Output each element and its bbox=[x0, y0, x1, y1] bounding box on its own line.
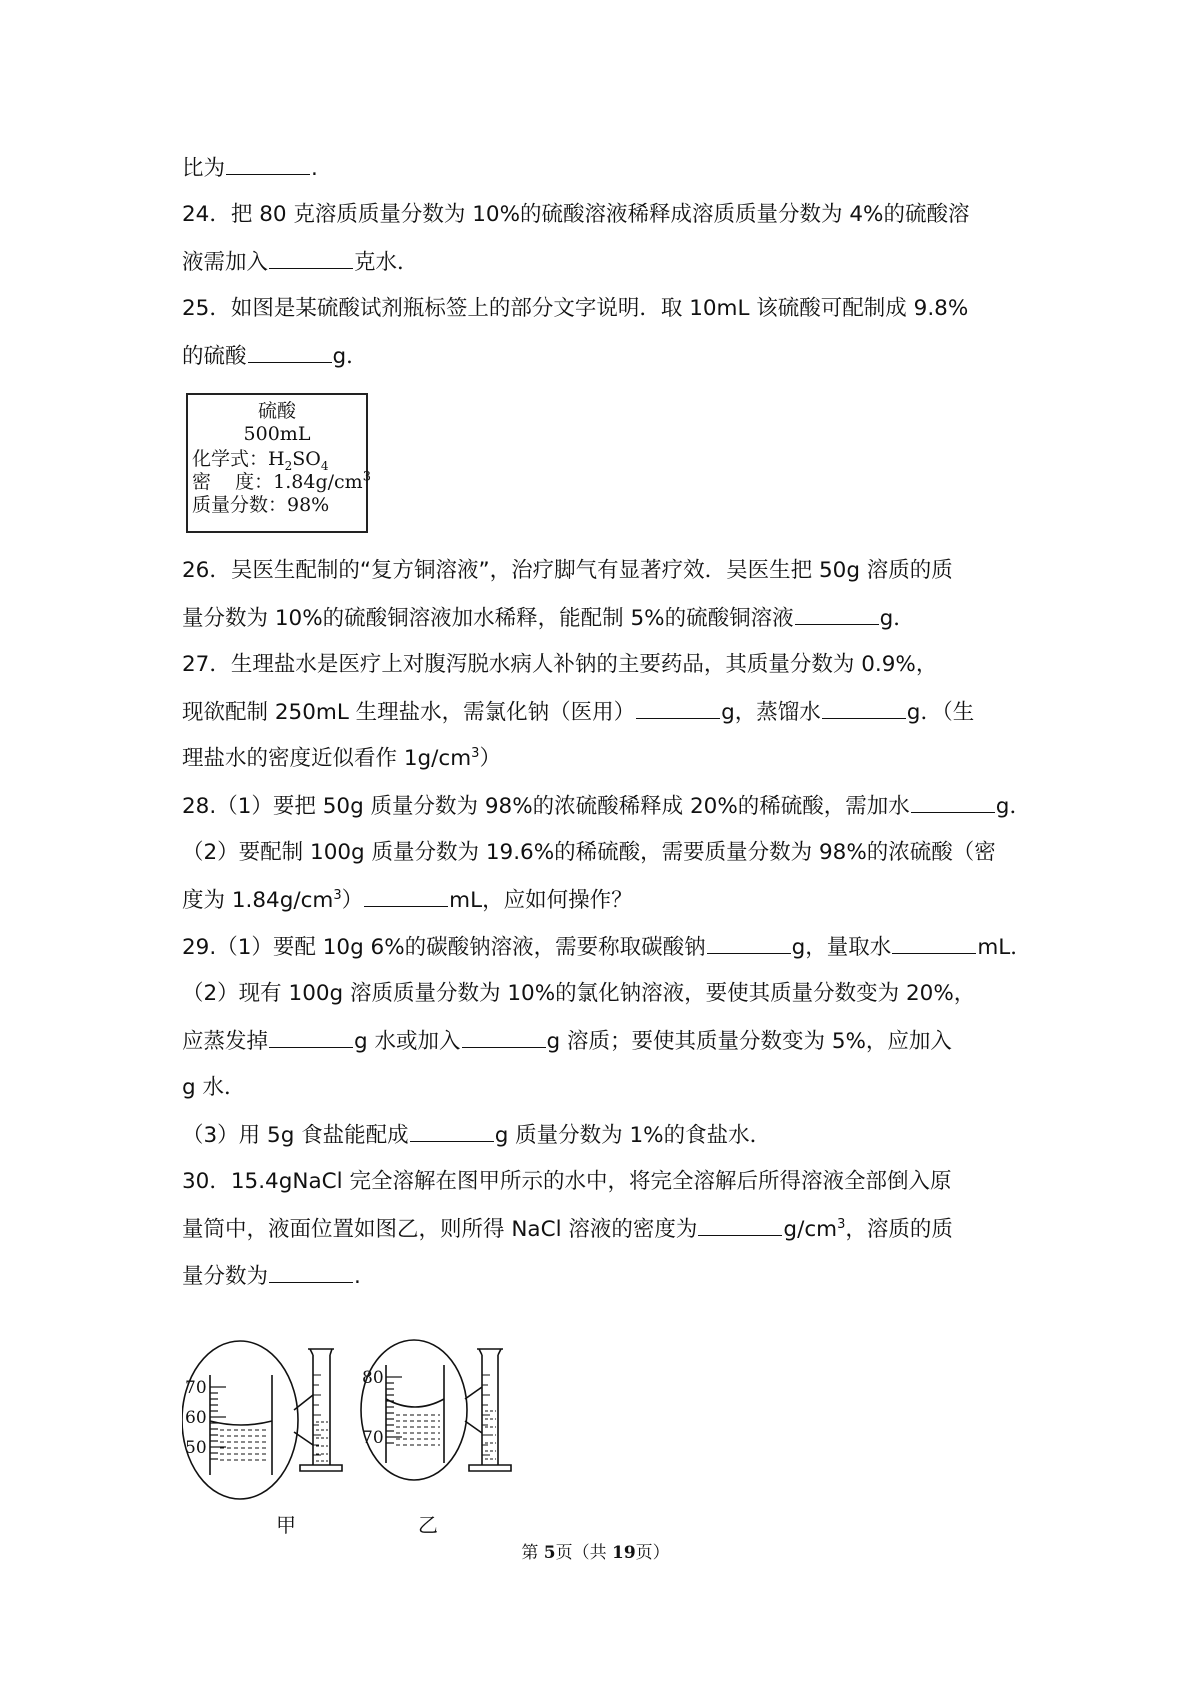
question-24-cont bbox=[182, 238, 1022, 285]
text: g． bbox=[995, 794, 1031, 819]
text: 30．15.4gNaCl 完全溶解在图甲所示的水中，将完全溶解后所得溶液全部倒入原 bbox=[182, 1169, 952, 1194]
text: 26．吴医生配制的“复方铜溶液”，治疗脚气有显著疗效．吴医生把 50g 溶质的质 bbox=[182, 558, 953, 583]
tick-label-yi-1: 70 bbox=[362, 1428, 384, 1448]
meniscus-jia bbox=[210, 1421, 272, 1425]
text: g 质量分数为 1%的食盐水． bbox=[494, 1123, 772, 1148]
text: 28.（1）要把 50g 质量分数为 98%的浓硫酸稀释成 20%的稀硫酸，需加水 bbox=[182, 794, 910, 819]
liquid-jia bbox=[220, 1430, 268, 1460]
figure-jia bbox=[182, 1341, 342, 1537]
tick-label-jia-1: 60 bbox=[185, 1408, 207, 1428]
text: . bbox=[311, 156, 318, 181]
question-30-cont2 bbox=[182, 1252, 1022, 1299]
text: . bbox=[354, 1264, 361, 1289]
answer-blank[interactable] bbox=[226, 144, 310, 175]
answer-blank[interactable] bbox=[248, 332, 332, 363]
answer-blank[interactable] bbox=[892, 923, 976, 954]
label-volume: 500mL bbox=[243, 423, 311, 445]
reagent-label bbox=[186, 393, 371, 533]
question-25 bbox=[182, 285, 1022, 332]
document-body bbox=[182, 144, 1032, 1540]
tube-walls-yi bbox=[386, 1365, 444, 1463]
figure-yi bbox=[361, 1340, 511, 1537]
page-total: 19 bbox=[611, 1543, 636, 1563]
question-28-2 bbox=[182, 829, 1022, 876]
question-30-cont bbox=[182, 1205, 1022, 1252]
text: g． bbox=[879, 606, 915, 631]
caption-jia: 甲 bbox=[276, 1513, 296, 1537]
cylinder-base-jia bbox=[300, 1465, 342, 1471]
cylinder-liquid-yi bbox=[485, 1411, 496, 1459]
question-25-cont bbox=[182, 332, 1022, 379]
text: （3）用 5g 食盐能配成 bbox=[182, 1123, 409, 1148]
text: 量筒中，液面位置如图乙，则所得 NaCl 溶液的密度为 bbox=[182, 1217, 698, 1242]
pointer-line bbox=[465, 1387, 482, 1399]
text: ） bbox=[341, 888, 364, 913]
cylinder-yi bbox=[477, 1349, 503, 1465]
text: mL，应如何操作？ bbox=[449, 888, 633, 913]
answer-blank[interactable] bbox=[462, 1017, 546, 1048]
text: 的硫酸 bbox=[182, 344, 247, 369]
line-ratio bbox=[182, 144, 1022, 191]
magnifier-circle-yi bbox=[361, 1340, 467, 1480]
label-title: 硫酸 bbox=[257, 400, 296, 422]
subscript: 2 bbox=[284, 458, 293, 473]
text: 比为 bbox=[182, 156, 226, 181]
answer-blank[interactable] bbox=[911, 782, 995, 813]
question-29-2 bbox=[182, 970, 1022, 1017]
answer-blank[interactable] bbox=[410, 1111, 494, 1142]
text: g，量取水 bbox=[791, 935, 892, 960]
text: 液需加入 bbox=[182, 250, 269, 275]
answer-blank[interactable] bbox=[636, 688, 720, 719]
text: g 水或加入 bbox=[354, 1029, 461, 1054]
question-29-3 bbox=[182, 1111, 1022, 1158]
tick-label-jia-2: 50 bbox=[185, 1438, 207, 1458]
answer-blank[interactable] bbox=[698, 1205, 782, 1236]
cylinder-ticks-jia bbox=[313, 1375, 321, 1455]
label-fraction: 质量分数：98% bbox=[192, 494, 330, 516]
text: 25．如图是某硫酸试剂瓶标签上的部分文字说明．取 10mL 该硫酸可配制成 9.8% bbox=[182, 296, 969, 321]
liquid-yi bbox=[396, 1415, 440, 1445]
answer-blank[interactable] bbox=[269, 238, 353, 269]
superscript: 3 bbox=[362, 469, 371, 485]
superscript: 3 bbox=[471, 745, 480, 761]
text: 量分数为 bbox=[182, 1264, 269, 1289]
tick-label-yi-0: 80 bbox=[362, 1368, 384, 1388]
question-29-2-cont2 bbox=[182, 1064, 1022, 1111]
answer-blank[interactable] bbox=[269, 1017, 353, 1048]
text: 27．生理盐水是医疗上对腹泻脱水病人补钠的主要药品，其质量分数为 0.9%， bbox=[182, 652, 938, 677]
caption-yi: 乙 bbox=[418, 1513, 438, 1537]
question-26 bbox=[182, 547, 1022, 594]
text: 理盐水的密度近似看作 1g/cm bbox=[182, 746, 472, 771]
question-29-2-cont bbox=[182, 1017, 1022, 1064]
label-density bbox=[192, 471, 371, 494]
text: 页） bbox=[635, 1543, 670, 1563]
text: g/cm bbox=[783, 1217, 838, 1242]
superscript: 3 bbox=[333, 887, 342, 903]
text: 页（共 bbox=[555, 1543, 612, 1563]
question-28-2-cont bbox=[182, 876, 1022, 923]
text: 密 度：1.84g/cm bbox=[192, 471, 363, 493]
text: 29.（1）要配 10g 6%的碳酸钠溶液，需要称取碳酸钠 bbox=[182, 935, 706, 960]
text: mL． bbox=[977, 935, 1032, 960]
text: 量分数为 10%的硫酸铜溶液加水稀释，能配制 5%的硫酸铜溶液 bbox=[182, 606, 794, 631]
question-30 bbox=[182, 1158, 1022, 1205]
cylinder-figure-svg bbox=[182, 1335, 542, 1540]
text: g 溶质；要使其质量分数变为 5%，应加入 bbox=[546, 1029, 952, 1054]
text: g，蒸馏水 bbox=[721, 700, 821, 725]
text: SO bbox=[292, 448, 321, 470]
text: 应蒸发掉 bbox=[182, 1029, 269, 1054]
text: （2）现有 100g 溶质质量分数为 10%的氯化钠溶液，要使其质量分数变为 20%， bbox=[182, 981, 976, 1006]
cylinder-figures bbox=[182, 1335, 1022, 1540]
subscript: 4 bbox=[320, 458, 329, 473]
answer-blank[interactable] bbox=[364, 876, 448, 907]
text: 第 bbox=[521, 1543, 544, 1563]
text: g． bbox=[332, 344, 368, 369]
page-footer bbox=[0, 1538, 1191, 1563]
meniscus-yi bbox=[386, 1399, 444, 1407]
answer-blank[interactable] bbox=[822, 688, 906, 719]
text: ） bbox=[479, 746, 501, 771]
text: （2）要配制 100g 质量分数为 19.6%的稀硫酸，需要质量分数为 98%的浓硫酸（密 bbox=[182, 840, 996, 865]
pointer-line bbox=[465, 1421, 482, 1433]
question-26-cont bbox=[182, 594, 1022, 641]
question-28-1 bbox=[182, 782, 1031, 829]
question-27-cont2 bbox=[182, 735, 1022, 782]
text: 克水． bbox=[354, 250, 419, 275]
superscript: 3 bbox=[837, 1216, 846, 1232]
question-27-cont bbox=[182, 688, 1022, 735]
text: ，溶质的质 bbox=[845, 1217, 953, 1242]
answer-blank[interactable] bbox=[707, 923, 791, 954]
text: g．（生 bbox=[906, 700, 975, 725]
text: g 水． bbox=[182, 1075, 246, 1100]
label-formula bbox=[192, 448, 328, 471]
answer-blank[interactable] bbox=[795, 594, 879, 625]
text: 现欲配制 250mL 生理盐水，需氯化钠（医用） bbox=[182, 700, 636, 725]
answer-blank[interactable] bbox=[269, 1252, 353, 1283]
question-24 bbox=[182, 191, 1022, 238]
tick-label-jia-0: 70 bbox=[185, 1378, 207, 1398]
text: 化学式：H bbox=[192, 448, 285, 470]
question-27 bbox=[182, 641, 1022, 688]
page-number: 5 bbox=[543, 1543, 556, 1563]
cylinder-jia bbox=[308, 1349, 334, 1465]
cylinder-base-yi bbox=[469, 1465, 511, 1471]
text: 度为 1.84g/cm bbox=[182, 888, 334, 913]
question-29-1 bbox=[182, 923, 1032, 970]
text: 24．把 80 克溶质质量分数为 10%的硫酸溶液稀释成溶质质量分数为 4%的硫酸溶 bbox=[182, 202, 970, 227]
